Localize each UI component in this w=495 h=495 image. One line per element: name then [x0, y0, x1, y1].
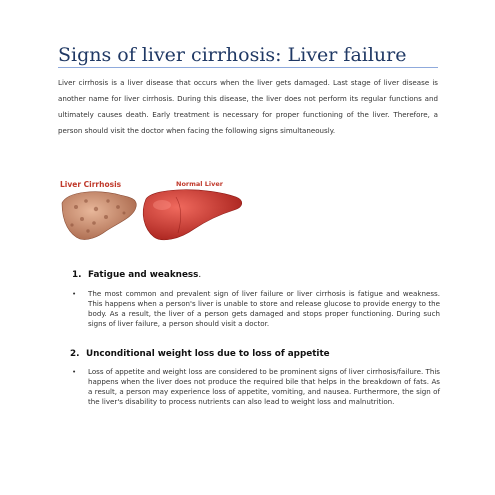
liver-comparison-figure [58, 177, 248, 247]
figure-label-normal: Normal Liver [176, 180, 223, 188]
bullet-item [72, 367, 440, 407]
title-underline [58, 67, 438, 68]
bullet-text: Loss of appetite and weight loss are considered to be prominent signs of liver cirrhosis/failure. This happens when the liver does not produce the required bile that helps in the breakdown of fats. As a result, a person may experience loss of appetite, vomiting, and nausea. Furthermore, the sign of the liver's disability to process nutrients can also lead to weight loss and malnutrition. [88, 367, 440, 406]
bullet-text: The most common and prevalent sign of liver failure or liver cirrhosis is fatigue and weakness. This happens when a person's liver is unable to store and release glucose to provide energy to the body. As a result, the liver of a person gets damaged and stops proper functioning. During such signs of liver failure, a person should visit a doctor. [88, 289, 440, 328]
bullet-glyph: • [72, 367, 77, 376]
bullet-glyph: • [72, 289, 77, 298]
cirrhotic-liver-image [62, 192, 136, 240]
normal-liver-image [143, 190, 242, 240]
section-heading-fatigue [72, 270, 432, 280]
intro-paragraph: Liver cirrhosis is a liver disease that occurs when the liver gets damaged. Last stage of liver disease is another name for liver cirrhosis. During this disease, the liver does not perform its regular functions and ultimately causes death. Early treatment is necessary for proper functioning of the liver. Therefore, a person should visit the doctor when facing the following signs simultaneously. [58, 78, 438, 135]
section-heading-text: Fatigue and weakness [88, 270, 199, 280]
page-title: Signs of liver cirrhosis: Liver failure [58, 44, 407, 66]
section-number: 1. [72, 270, 82, 280]
bullet-item [72, 289, 440, 329]
section-heading-suffix: . [198, 270, 202, 280]
section-number: 2. [70, 349, 80, 359]
section-heading-weight-loss [70, 349, 430, 359]
section-heading-text: Unconditional weight loss due to loss of appetite [86, 349, 330, 359]
figure-label-cirrhosis: Liver Cirrhosis [60, 180, 122, 189]
